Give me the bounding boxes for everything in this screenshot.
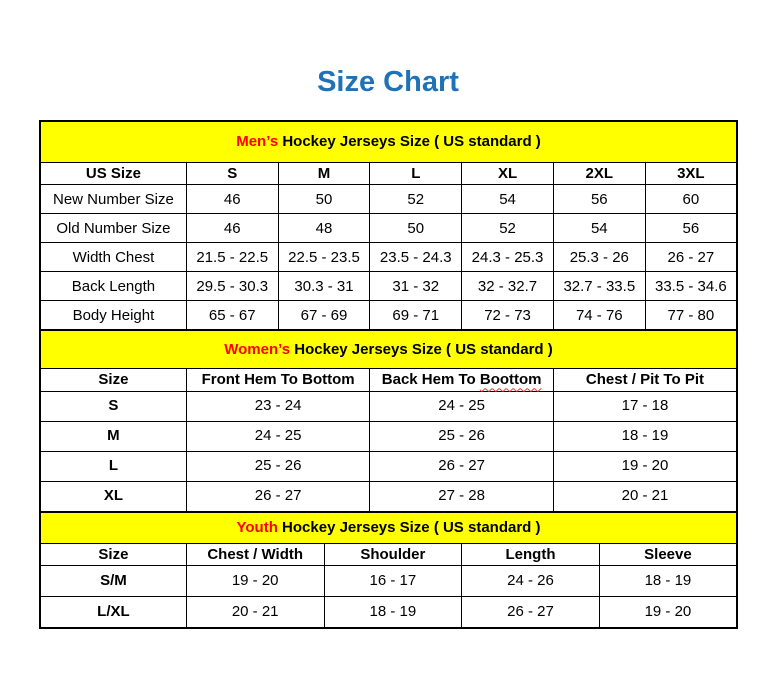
- table-row: [40, 214, 737, 243]
- table-cell: 69 - 71: [370, 301, 462, 331]
- table-cell: 24 - 25: [186, 421, 370, 451]
- table-cell: 50: [278, 185, 370, 214]
- table-cell: 26 - 27: [645, 243, 737, 272]
- table-cell: 74 - 76: [553, 301, 645, 331]
- table-cell: 20 - 21: [553, 481, 737, 512]
- table-cell: 23.5 - 24.3: [370, 243, 462, 272]
- table-cell: 24.3 - 25.3: [462, 243, 554, 272]
- youth-header-sleeve: Sleeve: [599, 543, 737, 565]
- row-label: Body Height: [40, 301, 186, 331]
- mens-band-rest: Hockey Jerseys Size ( US standard ): [278, 133, 541, 151]
- mens-header-s: S: [186, 163, 278, 185]
- table-cell: 56: [645, 214, 737, 243]
- mens-header-3xl: 3XL: [645, 163, 737, 185]
- youth-band-rest: Hockey Jerseys Size ( US standard ): [277, 518, 541, 536]
- table-cell: 50: [370, 214, 462, 243]
- table-cell: 18 - 19: [324, 596, 462, 628]
- youth-header-row: [40, 543, 737, 565]
- womens-header-size: Size: [40, 369, 186, 391]
- back-hem-prefix: Back Hem To: [381, 371, 480, 389]
- table-cell: 20 - 21: [186, 596, 324, 628]
- table-cell: 46: [186, 214, 278, 243]
- table-cell: 48: [278, 214, 370, 243]
- table-cell: 25 - 26: [370, 421, 554, 451]
- mens-section-band-row: [40, 121, 737, 163]
- table-cell: 18 - 19: [599, 565, 737, 596]
- table-cell: 56: [553, 185, 645, 214]
- row-label: L: [40, 451, 186, 481]
- table-row: [40, 391, 737, 421]
- womens-header-chest: Chest / Pit To Pit: [553, 369, 737, 391]
- table-cell: 72 - 73: [462, 301, 554, 331]
- table-cell: 26 - 27: [370, 451, 554, 481]
- womens-section-band-row: [40, 330, 737, 369]
- table-cell: 33.5 - 34.6: [645, 272, 737, 301]
- youth-header-length: Length: [462, 543, 600, 565]
- table-cell: 60: [645, 185, 737, 214]
- row-label: M: [40, 421, 186, 451]
- table-cell: 24 - 25: [370, 391, 554, 421]
- table-cell: 32.7 - 33.5: [553, 272, 645, 301]
- womens-header-back-hem: [370, 369, 554, 391]
- youth-header-shoulder: Shoulder: [324, 543, 462, 565]
- row-label: New Number Size: [40, 185, 186, 214]
- mens-band-highlight: Men’s: [236, 133, 279, 151]
- row-label: L/XL: [40, 596, 186, 628]
- table-row: [40, 301, 737, 331]
- mens-header-us-size: US Size: [40, 163, 186, 185]
- table-cell: 29.5 - 30.3: [186, 272, 278, 301]
- youth-size-table: [39, 511, 738, 629]
- mens-header-row: [40, 163, 737, 185]
- table-row: [40, 565, 737, 596]
- table-cell: 65 - 67: [186, 301, 278, 331]
- back-hem-misspelled-word: Boottom: [479, 371, 542, 389]
- womens-header-front-hem: Front Hem To Bottom: [186, 369, 370, 391]
- table-cell: 30.3 - 31: [278, 272, 370, 301]
- table-cell: 16 - 17: [324, 565, 462, 596]
- youth-header-chest-width: Chest / Width: [186, 543, 324, 565]
- row-label: Old Number Size: [40, 214, 186, 243]
- table-row: [40, 481, 737, 512]
- table-cell: 54: [553, 214, 645, 243]
- table-row: [40, 596, 737, 628]
- youth-section-band-row: [40, 512, 737, 544]
- womens-band-highlight: Women’s: [224, 341, 291, 359]
- row-label: S/M: [40, 565, 186, 596]
- table-cell: 25 - 26: [186, 451, 370, 481]
- table-cell: 24 - 26: [462, 565, 600, 596]
- table-row: [40, 451, 737, 481]
- womens-band-rest: Hockey Jerseys Size ( US standard ): [290, 341, 553, 359]
- table-cell: 19 - 20: [599, 596, 737, 628]
- mens-header-xl: XL: [462, 163, 554, 185]
- womens-section-band: [40, 330, 737, 369]
- table-cell: 52: [462, 214, 554, 243]
- mens-section-band: [40, 121, 737, 163]
- table-cell: 17 - 18: [553, 391, 737, 421]
- table-cell: 67 - 69: [278, 301, 370, 331]
- table-cell: 26 - 27: [186, 481, 370, 512]
- youth-header-size: Size: [40, 543, 186, 565]
- table-row: [40, 243, 737, 272]
- youth-section-band: [40, 512, 737, 544]
- mens-size-table: [39, 120, 738, 331]
- table-cell: 31 - 32: [370, 272, 462, 301]
- mens-header-2xl: 2XL: [553, 163, 645, 185]
- table-cell: 22.5 - 23.5: [278, 243, 370, 272]
- table-cell: 19 - 20: [553, 451, 737, 481]
- page-title: Size Chart: [317, 66, 459, 98]
- mens-header-l: L: [370, 163, 462, 185]
- table-cell: 26 - 27: [462, 596, 600, 628]
- mens-header-m: M: [278, 163, 370, 185]
- womens-header-row: [40, 369, 737, 391]
- table-cell: 46: [186, 185, 278, 214]
- table-row: [40, 272, 737, 301]
- table-row: [40, 185, 737, 214]
- row-label: Back Length: [40, 272, 186, 301]
- womens-size-table: [39, 329, 738, 512]
- youth-band-highlight: Youth: [236, 518, 278, 536]
- table-cell: 54: [462, 185, 554, 214]
- row-label: Width Chest: [40, 243, 186, 272]
- row-label: XL: [40, 481, 186, 512]
- table-cell: 23 - 24: [186, 391, 370, 421]
- table-cell: 21.5 - 22.5: [186, 243, 278, 272]
- table-cell: 52: [370, 185, 462, 214]
- table-cell: 25.3 - 26: [553, 243, 645, 272]
- table-row: [40, 421, 737, 451]
- table-cell: 32 - 32.7: [462, 272, 554, 301]
- table-cell: 27 - 28: [370, 481, 554, 512]
- table-cell: 18 - 19: [553, 421, 737, 451]
- table-cell: 77 - 80: [645, 301, 737, 331]
- table-cell: 19 - 20: [186, 565, 324, 596]
- row-label: S: [40, 391, 186, 421]
- tables-container: [39, 120, 738, 629]
